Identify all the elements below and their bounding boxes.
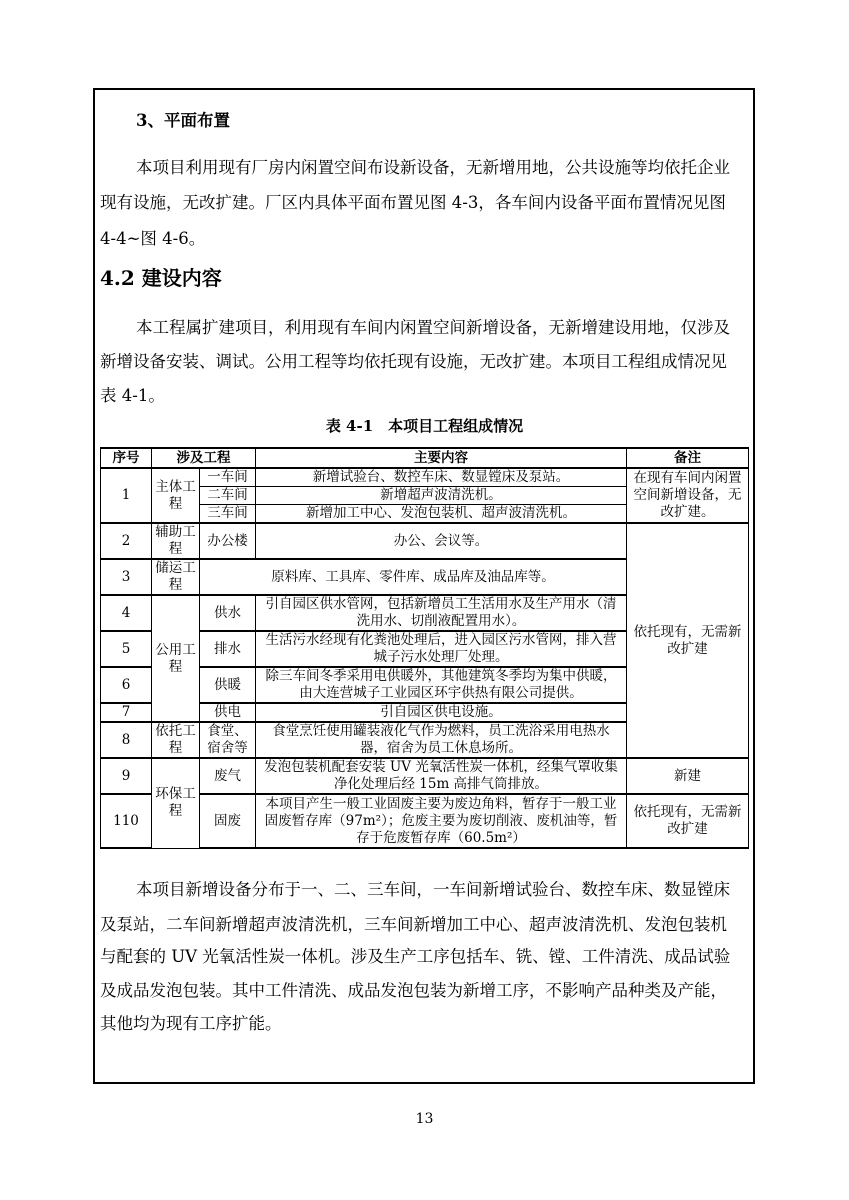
row-5-sub: 排水 — [200, 631, 256, 667]
section-4-2-line-2: 新增设备安装、调试。公用工程等均依托现有设施，无改扩建。本项目工程组成情况见 — [100, 352, 727, 371]
public-works-category: 公用工程 — [152, 595, 200, 722]
row-9-sub: 废气 — [200, 758, 256, 794]
header-no: 序号 — [101, 448, 152, 468]
row-2-content: 办公、会议等。 — [256, 523, 627, 559]
row-1-content-3: 新增加工中心、发泡包装机、超声波清洗机。 — [256, 505, 627, 524]
row-10-no: 110 — [101, 794, 152, 848]
table-caption: 表 4-1 本项目工程组成情况 — [325, 417, 524, 435]
section-3-line-2: 现有设施，无改扩建。厂区内具体平面布置见图 4-3，各车间内设备平面布置情况见图 — [100, 193, 726, 212]
section-3-line-1: 本项目利用现有厂房内闲置空间布设新设备，无新增用地，公共设施等均依托企业 — [136, 158, 730, 177]
row-7-no: 7 — [101, 703, 152, 722]
row-10-note: 依托现有，无需新改扩建 — [627, 794, 749, 848]
after-line-1: 本项目新增设备分布于一、二、三车间，一车间新增试验台、数控车床、数显镗床 — [136, 880, 730, 899]
row-1-category: 主体工程 — [152, 468, 200, 523]
note-rely-existing: 依托现有，无需新改扩建 — [627, 523, 749, 758]
row-1-sub-3: 三车间 — [200, 505, 256, 524]
env-works-category: 环保工程 — [152, 758, 200, 848]
header-content: 主要内容 — [256, 448, 627, 468]
section-4-2-line-3: 表 4-1。 — [100, 386, 165, 405]
row-7-content: 引自园区供电设施。 — [256, 703, 627, 722]
row-10-content: 本项目产生一般工业固废主要为废边角料，暂存于一般工业固废暂存库（97m²）；危废主要为废切削液、废机油等，暂存于危废暂存库（60.5m²） — [256, 794, 627, 848]
row-1-sub-1: 一车间 — [200, 468, 256, 487]
row-1-note: 在现有车间内闲置空间新增设备，无改扩建。 — [627, 468, 749, 523]
row-3-no: 3 — [101, 559, 152, 595]
row-8-sub: 食堂、宿舍等 — [200, 722, 256, 758]
after-line-2: 及泵站，二车间新增超声波清洗机，三车间新增加工中心、超声波清洗机、发泡包装机 — [100, 915, 727, 934]
after-line-4: 及成品发泡包装。其中工件清洗、成品发泡包装为新增工序，不影响产品种类及产能， — [100, 981, 727, 1000]
page-number: 13 — [415, 1111, 434, 1127]
row-9-content: 发泡包装机配套安装 UV 光氧活性炭一体机，经集气罩收集净化处理后经 15m 高排气筒排放。 — [256, 758, 627, 794]
section-3-heading: 3、平面布置 — [136, 111, 230, 130]
row-7-sub: 供电 — [200, 703, 256, 722]
row-1-sub-2: 二车间 — [200, 487, 256, 505]
row-3-content: 原料库、工具库、零件库、成品库及油品库等。 — [200, 559, 627, 595]
after-line-3: 与配套的 UV 光氧活性炭一体机。涉及生产工序包括车、铣、镗、工件清洗、成品试验 — [100, 947, 731, 966]
row-4-sub: 供水 — [200, 595, 256, 631]
header-note: 备注 — [627, 448, 749, 468]
row-5-content: 生活污水经现有化粪池处理后，进入园区污水管网，排入营城子污水处理厂处理。 — [256, 631, 627, 667]
project-composition-table — [100, 447, 749, 849]
row-4-no: 4 — [101, 595, 152, 631]
section-4-2-heading: 4.2 建设内容 — [100, 266, 222, 290]
row-2-no: 2 — [101, 523, 152, 559]
after-line-5: 其他均为现有工序扩能。 — [100, 1014, 282, 1033]
row-10-sub: 固废 — [200, 794, 256, 848]
row-3-category: 储运工程 — [152, 559, 200, 595]
row-8-category: 依托工程 — [152, 722, 200, 758]
row-8-no: 8 — [101, 722, 152, 758]
row-2-category: 辅助工程 — [152, 523, 200, 559]
header-engineering: 涉及工程 — [152, 448, 256, 468]
section-3-line-3: 4-4~图 4-6。 — [100, 229, 206, 248]
row-9-note: 新建 — [627, 758, 749, 794]
row-6-content: 除三车间冬季采用电供暖外，其他建筑冬季均为集中供暖，由大连营城子工业园区环宇供热有限公司提供。 — [256, 667, 627, 703]
row-1-content-1: 新增试验台、数控车床、数显镗床及泵站。 — [256, 468, 627, 487]
row-6-sub: 供暖 — [200, 667, 256, 703]
row-5-no: 5 — [101, 631, 152, 667]
row-4-content: 引自园区供水管网，包括新增员工生活用水及生产用水（清洗用水、切削液配置用水）。 — [256, 595, 627, 631]
row-1-no: 1 — [101, 468, 152, 523]
row-6-no: 6 — [101, 667, 152, 703]
row-1-content-2: 新增超声波清洗机。 — [256, 487, 627, 505]
row-2-sub: 办公楼 — [200, 523, 256, 559]
row-8-content: 食堂烹饪使用罐装液化气作为燃料，员工洗浴采用电热水器，宿舍为员工休息场所。 — [256, 722, 627, 758]
section-4-2-line-1: 本工程属扩建项目，利用现有车间内闲置空间新增设备，无新增建设用地，仅涉及 — [136, 318, 730, 337]
row-9-no: 9 — [101, 758, 152, 794]
